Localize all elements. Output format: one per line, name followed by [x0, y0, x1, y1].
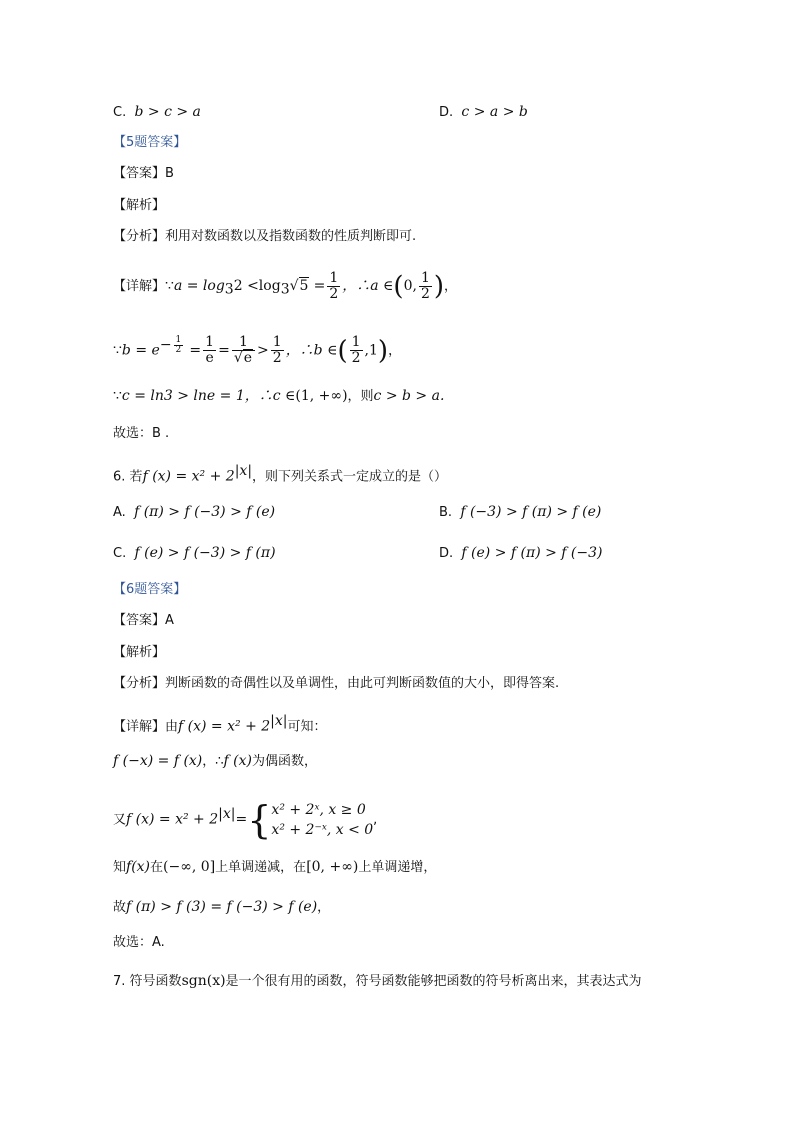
- q6-answer: 【答案】A: [113, 613, 174, 628]
- q6-option-b: B. f (−3) > f (π) > f (e): [439, 504, 602, 520]
- q6-detail-line-1: 【详解】由f $(x) = x^2 + 2^{|x|}$可知：: [113, 713, 327, 735]
- q5-analysis-header: 【解析】: [113, 198, 166, 213]
- q6-detail-line-2: f (−x) = f (x)，∴f (x)为偶函数，: [113, 753, 318, 769]
- q5-answer: 【答案】B: [113, 166, 174, 181]
- q6-option-d: D. f (e) > f (π) > f (−3): [439, 545, 603, 561]
- q5-detail-line-3: ∵c = ln3 > lne = 1，∴c ∈(1, +∞)，则c > b > a.: [113, 388, 445, 404]
- q5-detail-line-2: ∵b = $e^{- \frac{1}{2}}$ = $\frac{1}{e}$ = $\frac{1}{√e}$ > $\frac{1}{2}$ ，∴b ∈( $\frac{1}{2}$ ,1)，: [113, 334, 402, 367]
- q6-option-c: C. f (e) > f (−3) > f (π): [113, 545, 276, 561]
- q6-answer-header: 【6题答案】: [113, 582, 187, 597]
- q6-fenxi: 【分析】判断函数的奇偶性以及单调性，由此可判断函数值的大小，即得答案.: [113, 676, 560, 691]
- q5-option-c: C. b > c > a: [113, 104, 201, 120]
- q6-case-1: x² + 2ˣ, x ≥ 0: [271, 801, 366, 818]
- q6-detail-line-3: 又f $(x) = x^2 + 2^{|x|}=${ x² + 2ˣ, x ≥ 0 x² + 2⁻ˣ, x < 0 ,: [113, 797, 378, 842]
- q5-answer-header: 【5题答案】: [113, 135, 187, 150]
- q5-fenxi: 【分析】利用对数函数以及指数函数的性质判断即可.: [113, 229, 417, 244]
- q5-option-d: D. c > a > b: [439, 104, 528, 120]
- q6-detail-line-4: 知f(x)在(−∞, 0]上单调递减，在[0, +∞)上单调递增，: [113, 859, 437, 875]
- q6-choose: 故选：A.: [113, 935, 165, 950]
- q5-detail-line-1: 【详解】∵a = $\log_32 <\log_3√5$ = $\frac{1}{2}$ ，∴a ∈(0, $\frac{1}{2}$ )，: [113, 270, 458, 302]
- q5-option-d-expr: c > a > b: [461, 104, 528, 120]
- q7-stem: 7. 符号函数sgn(x)是一个很有用的函数，符号函数能够把函数的符号析离出来，其表达式为: [113, 973, 642, 989]
- q6-stem: 6. 若f $(x) = x^2 + 2^{|x|}$，则下列关系式一定成立的是（）: [113, 463, 448, 485]
- q6-option-a: A. f (π) > f (−3) > f (e): [113, 504, 276, 520]
- q6-detail-line-5: 故f (π) > f (3) = f (−3) > f (e)，: [113, 899, 331, 915]
- q5-option-c-expr: b > c > a: [134, 104, 201, 120]
- q6-case-2: x² + 2⁻ˣ, x < 0: [271, 821, 374, 838]
- q6-analysis-header: 【解析】: [113, 645, 166, 660]
- q5-choose: 故选：B .: [113, 426, 170, 441]
- q5-answer-value: B: [165, 166, 174, 181]
- q6-answer-value: A: [165, 613, 174, 628]
